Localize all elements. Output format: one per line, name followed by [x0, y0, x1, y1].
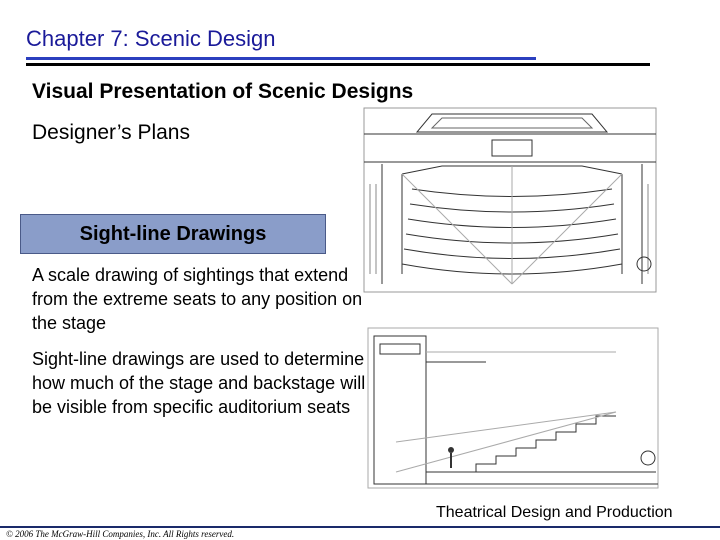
footer-book-title: Theatrical Design and Production: [436, 504, 673, 521]
copyright-notice: © 2006 The McGraw-Hill Companies, Inc. All Rights reserved.: [6, 529, 235, 539]
compass-icon: [641, 451, 655, 465]
body-paragraph: Sight-line drawings are used to determine how much of the stage and backstage will be visible from specific auditorium seats: [32, 349, 366, 417]
footer-rule: [0, 526, 720, 528]
body-paragraph: A scale drawing of sightings that extend from the extreme seats to any position on the stage: [32, 265, 363, 333]
slide-title: Visual Presentation of Scenic Designs: [32, 80, 414, 103]
header-rule-black: [26, 63, 650, 66]
theatre-section-drawing: [366, 322, 664, 492]
compass-icon: [637, 257, 651, 271]
human-figure-icon: [448, 447, 454, 453]
theatre-plan-drawing: [362, 104, 662, 296]
section-svg: [366, 322, 664, 492]
slide-subtitle: Designer’s Plans: [32, 121, 190, 144]
plan-svg: [362, 104, 662, 296]
highlight-box-label: Sight-line Drawings: [79, 222, 267, 245]
highlight-box: [20, 214, 326, 254]
header-rule-blue: [26, 57, 536, 60]
chapter-title: Chapter 7: Scenic Design: [26, 26, 276, 51]
